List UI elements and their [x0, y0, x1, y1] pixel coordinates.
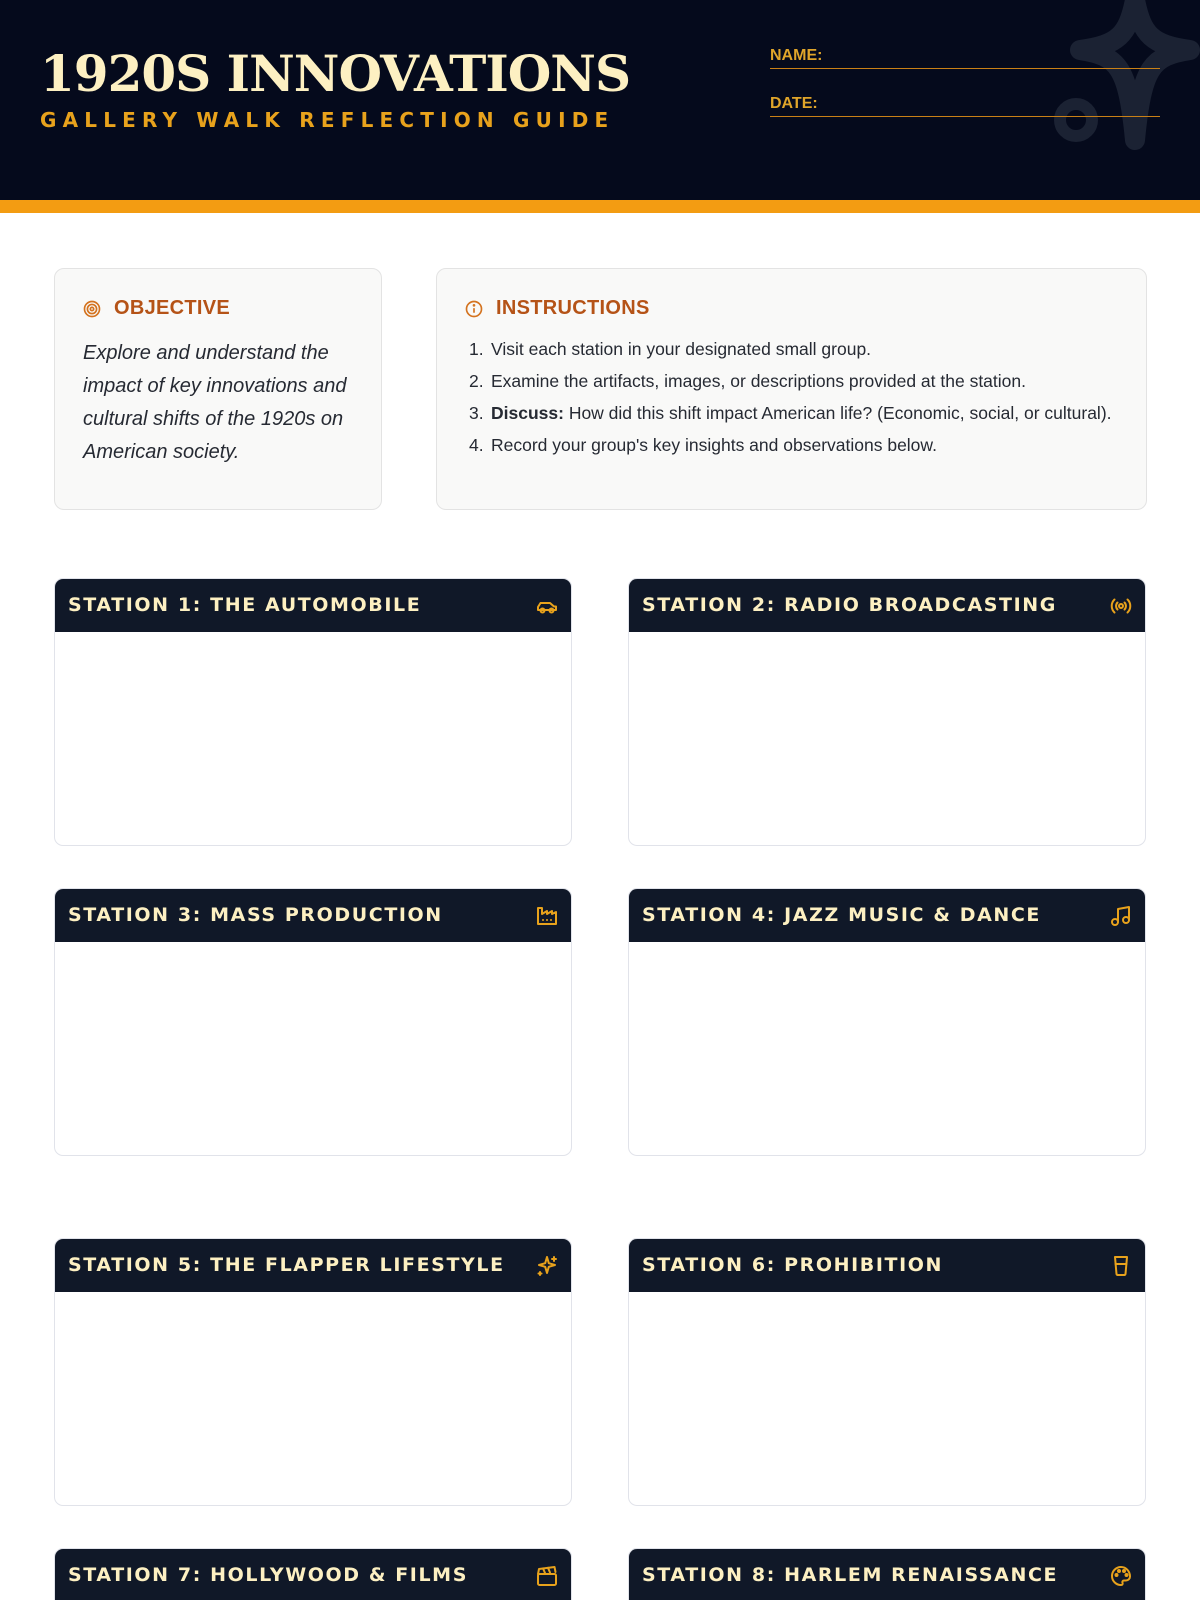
objective-heading-text: OBJECTIVE — [114, 297, 231, 319]
station-header — [629, 1549, 1145, 1600]
station-header — [55, 1549, 571, 1600]
star-decoration-icon — [1040, 0, 1200, 170]
instruction-item: 4. Record your group's key insights and observations below. — [469, 435, 937, 455]
station-2-card[interactable] — [628, 578, 1146, 846]
radio-icon — [1109, 594, 1133, 618]
sparkles-icon — [535, 1254, 559, 1278]
page-title: 1920S INNOVATIONS — [40, 44, 631, 103]
glass-icon — [1109, 1254, 1133, 1278]
station-header — [629, 1239, 1145, 1292]
station-6-card[interactable] — [628, 1238, 1146, 1506]
objective-box — [54, 268, 382, 510]
station-1-card[interactable] — [54, 578, 572, 846]
station-7-card[interactable] — [54, 1548, 572, 1600]
car-icon — [535, 594, 559, 618]
palette-icon — [1109, 1564, 1133, 1588]
instruction-item: 2. Examine the artifacts, images, or descriptions provided at the station. — [469, 371, 1026, 391]
music-note-icon — [1109, 904, 1133, 928]
page-subtitle: GALLERY WALK REFLECTION GUIDE — [40, 108, 615, 132]
station-title: STATION 2: RADIO BROADCASTING — [642, 594, 1057, 616]
page-header — [0, 0, 1200, 200]
station-title: STATION 8: HARLEM RENAISSANCE — [642, 1564, 1059, 1586]
station-title: STATION 6: PROHIBITION — [642, 1254, 944, 1276]
station-4-card[interactable] — [628, 888, 1146, 1156]
name-label: NAME: — [770, 47, 823, 64]
header-accent-stripe — [0, 200, 1200, 213]
station-header — [55, 1239, 571, 1292]
date-label: DATE: — [770, 95, 818, 112]
date-field[interactable] — [770, 93, 1160, 117]
info-icon — [464, 299, 484, 319]
station-header — [55, 889, 571, 942]
instruction-item: 3. Discuss: How did this shift impact American life? (Economic, social, or cultural). — [469, 403, 1112, 423]
name-field[interactable] — [770, 45, 1160, 69]
station-header — [629, 579, 1145, 632]
instructions-list — [469, 337, 1131, 465]
target-icon — [82, 299, 102, 319]
station-title: STATION 1: THE AUTOMOBILE — [68, 594, 422, 616]
instructions-heading — [464, 297, 650, 320]
station-title: STATION 7: HOLLYWOOD & FILMS — [68, 1564, 468, 1586]
station-3-card[interactable] — [54, 888, 572, 1156]
station-5-card[interactable] — [54, 1238, 572, 1506]
station-header — [55, 579, 571, 632]
station-title: STATION 5: THE FLAPPER LIFESTYLE — [68, 1254, 505, 1276]
objective-heading — [82, 297, 230, 320]
instructions-heading-text: INSTRUCTIONS — [496, 297, 650, 319]
station-title: STATION 4: JAZZ MUSIC & DANCE — [642, 904, 1042, 926]
station-header — [629, 889, 1145, 942]
station-8-card[interactable] — [628, 1548, 1146, 1600]
station-title: STATION 3: MASS PRODUCTION — [68, 904, 443, 926]
clapperboard-icon — [535, 1564, 559, 1588]
instruction-item: 1. Visit each station in your designated small group. — [469, 339, 872, 359]
instructions-box — [436, 268, 1147, 510]
objective-text: Explore and understand the impact of key innovations and cultural shifts of the 1920s on American society. — [83, 342, 347, 463]
factory-icon — [535, 904, 559, 928]
